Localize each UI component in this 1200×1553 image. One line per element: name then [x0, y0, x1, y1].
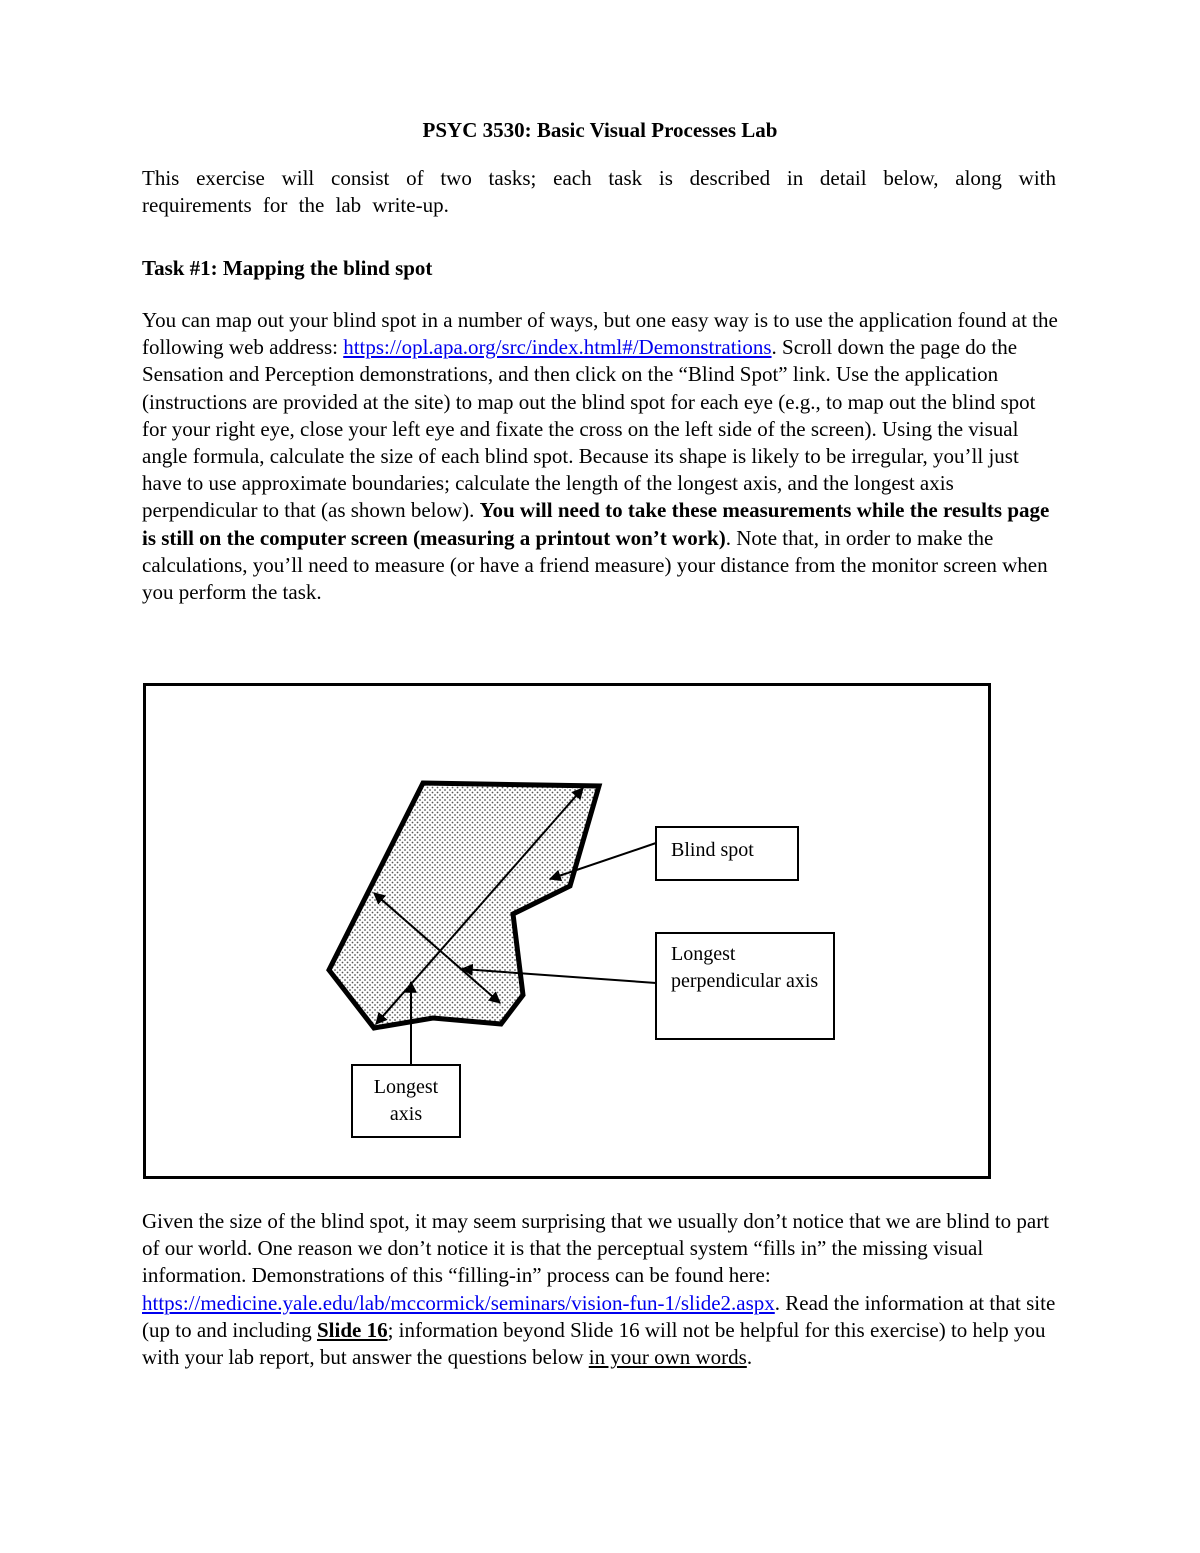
blind-spot-label: Blind spot — [671, 839, 754, 861]
perpendicular-label: Longest perpendicular axis — [671, 943, 819, 992]
task1-paragraph — [142, 307, 1062, 606]
filling-in-paragraph — [142, 1208, 1062, 1371]
own-words-emphasis: in your own words — [588, 1345, 747, 1370]
task1-text-b: . Scroll down the page do the Sensation and Perception demonstrations, and then click on the “Blind Spot” link. Use the application (instructions are provided at the site) to map out the blind spot for each eye (e.g., to map out the blind spot for your right eye, close your left eye and fixate the cross on the left side of the screen). Using the visual angle formula, calculate the size of each blind spot. Because its shape is likely to be irregular, you’ll just have to use approximate boundaries; calculate the length of the longest axis, and the longest axis perpendicular to that (as shown below). — [142, 335, 1036, 523]
perpendicular-label-box — [655, 932, 835, 1040]
filling-in-text-d: . — [746, 1345, 753, 1370]
yale-vision-fun-link[interactable]: https://medicine.yale.edu/lab/mccormick/seminars/vision-fun-1/slide2.aspx — [142, 1290, 775, 1315]
blind-spot-figure — [143, 683, 991, 1179]
document-title: PSYC 3530: Basic Visual Processes Lab — [422, 118, 778, 142]
blind-spot-shape — [329, 783, 599, 1028]
slide-16-reference: Slide 16 — [316, 1317, 388, 1342]
longest-axis-label: Longest axis — [373, 1076, 439, 1125]
blind-spot-diagram — [146, 686, 988, 1176]
task1-heading: Task #1: Mapping the blind spot — [142, 256, 433, 280]
task1-text-c: . Note that, in order to make the calculations, you’ll need to measure (or have a friend measure) your distance from the monitor screen when you perform the task. — [142, 525, 1048, 605]
opl-demonstrations-link[interactable]: https://opl.apa.org/src/index.html#/Demonstrations — [343, 335, 772, 360]
longest-axis-label-box — [351, 1064, 461, 1138]
filling-in-text-c: ; information beyond Slide 16 will not be helpful for this exercise) to help you with your lab report, but answer the questions below — [142, 1317, 1046, 1370]
filling-in-text-b: . Read the information at that site (up to and including — [142, 1290, 1056, 1342]
task1-bold-warning: You will need to take these measurements while the results page is still on the computer screen (measuring a printout won’t work) — [142, 498, 1050, 550]
intro-paragraph: This exercise will consist of two tasks; each task is described in detail below, along with requirements for the lab write-up. — [142, 166, 1056, 217]
task1-text-a: You can map out your blind spot in a number of ways, but one easy way is to use the application found at the following web address: — [142, 308, 1058, 360]
blind-spot-label-box — [655, 826, 799, 881]
filling-in-text-a: Given the size of the blind spot, it may seem surprising that we usually don’t notice that we are blind to part of our world. One reason we don’t notice it is that the perceptual system “fills in” the missing visual information. Demonstrations of this “filling-in” process can be found here: — [142, 1209, 1050, 1288]
